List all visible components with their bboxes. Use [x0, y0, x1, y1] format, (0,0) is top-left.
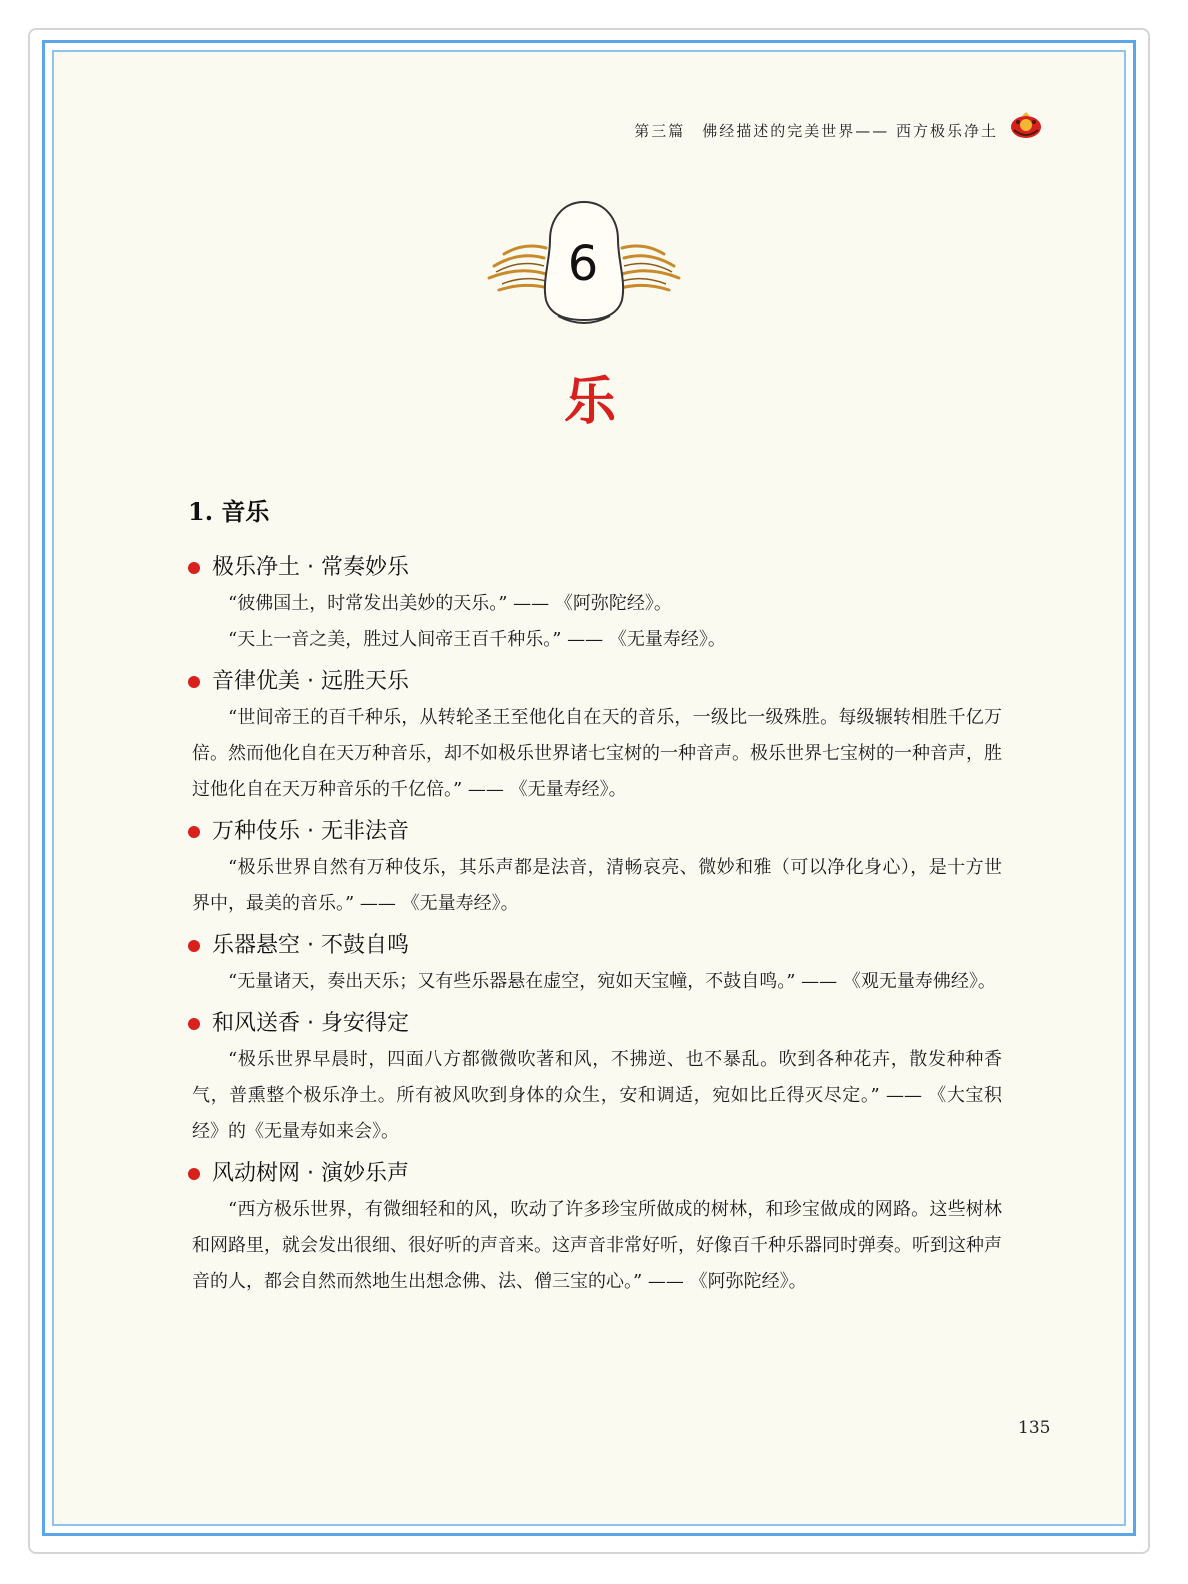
flower-emblem-icon [1008, 110, 1044, 142]
red-bullet-icon [188, 1018, 200, 1030]
entry-paragraph: “极乐世界早晨时，四面八方都微微吹著和风，不拂逆、也不暴乱。吹到各种花卉，散发种种香气，普熏整个极乐净土。所有被风吹到身体的众生，安和调适，宛如比丘得灭尽定。” —— 《大宝积经》的《无量寿如来会》。 [192, 1049, 1002, 1142]
entry-heading-text: 极乐净土 · 常奏妙乐 [212, 555, 409, 580]
entry-paragraph: “彼佛国土，时常发出美妙的天乐。” —— 《阿弥陀经》。 [228, 593, 672, 614]
entry-heading [188, 664, 1002, 700]
entry [188, 1156, 1002, 1300]
entry [188, 928, 1002, 1000]
main-content [188, 492, 1002, 1306]
entry-heading [188, 928, 1002, 964]
section-heading: 1. 音乐 [188, 497, 270, 526]
running-head: 第三篇 佛经描述的完美世界—— 西方极乐净土 [634, 122, 998, 140]
entry-paragraph: “世间帝王的百千种乐，从转轮圣王至他化自在天的音乐，一级比一级殊胜。每级辗转相胜千亿万倍。然而他化自在天万种音乐，却不如极乐世界诸七宝树的一种音声。极乐世界七宝树的一种音声，胜过他化自在天万种音乐的千亿倍。” —— 《无量寿经》。 [192, 707, 1002, 800]
entry-heading-text: 和风送香 · 身安得定 [212, 1011, 409, 1036]
entry [188, 1006, 1002, 1150]
chapter-number: 6 [567, 236, 599, 292]
entry-paragraph: “无量诸天，奏出天乐；又有些乐器悬在虚空，宛如天宝幢，不鼓自鸣。” —— 《观无量寿佛经》。 [228, 971, 996, 992]
entry-heading [188, 814, 1002, 850]
red-bullet-icon [188, 826, 200, 838]
entry [188, 550, 1002, 658]
entry [188, 814, 1002, 922]
entry-heading [188, 1156, 1002, 1192]
red-bullet-icon [188, 940, 200, 952]
entry-heading-text: 音律优美 · 远胜天乐 [212, 669, 409, 694]
entry-paragraph: “西方极乐世界，有微细轻和的风，吹动了许多珍宝所做成的树林，和珍宝做成的网路。这些树林和网路里，就会发出很细、很好听的声音来。这声音非常好听，好像百千种乐器同时弹奏。听到这种声音的人，都会自然而然地生出想念佛、法、僧三宝的心。” —— 《阿弥陀经》。 [192, 1199, 1002, 1292]
entry-heading-text: 乐器悬空 · 不鼓自鸣 [212, 933, 409, 958]
red-bullet-icon [188, 1168, 200, 1180]
entry-paragraph: “极乐世界自然有万种伎乐，其乐声都是法音，清畅哀亮、微妙和雅（可以净化身心），是十方世界中，最美的音乐。” —— 《无量寿经》。 [192, 857, 1002, 914]
red-bullet-icon [188, 562, 200, 574]
entry-heading-text: 万种伎乐 · 无非法音 [212, 819, 409, 844]
red-bullet-icon [188, 676, 200, 688]
entry-heading [188, 1006, 1002, 1042]
entry [188, 664, 1002, 808]
chapter-title: 乐 [563, 371, 616, 432]
entry-heading [188, 550, 1002, 586]
entry-paragraph: “天上一音之美，胜过人间帝王百千种乐。” —— 《无量寿经》。 [228, 629, 726, 650]
entry-heading-text: 风动树网 · 演妙乐声 [212, 1161, 409, 1186]
page-number: 135 [1018, 1418, 1051, 1438]
